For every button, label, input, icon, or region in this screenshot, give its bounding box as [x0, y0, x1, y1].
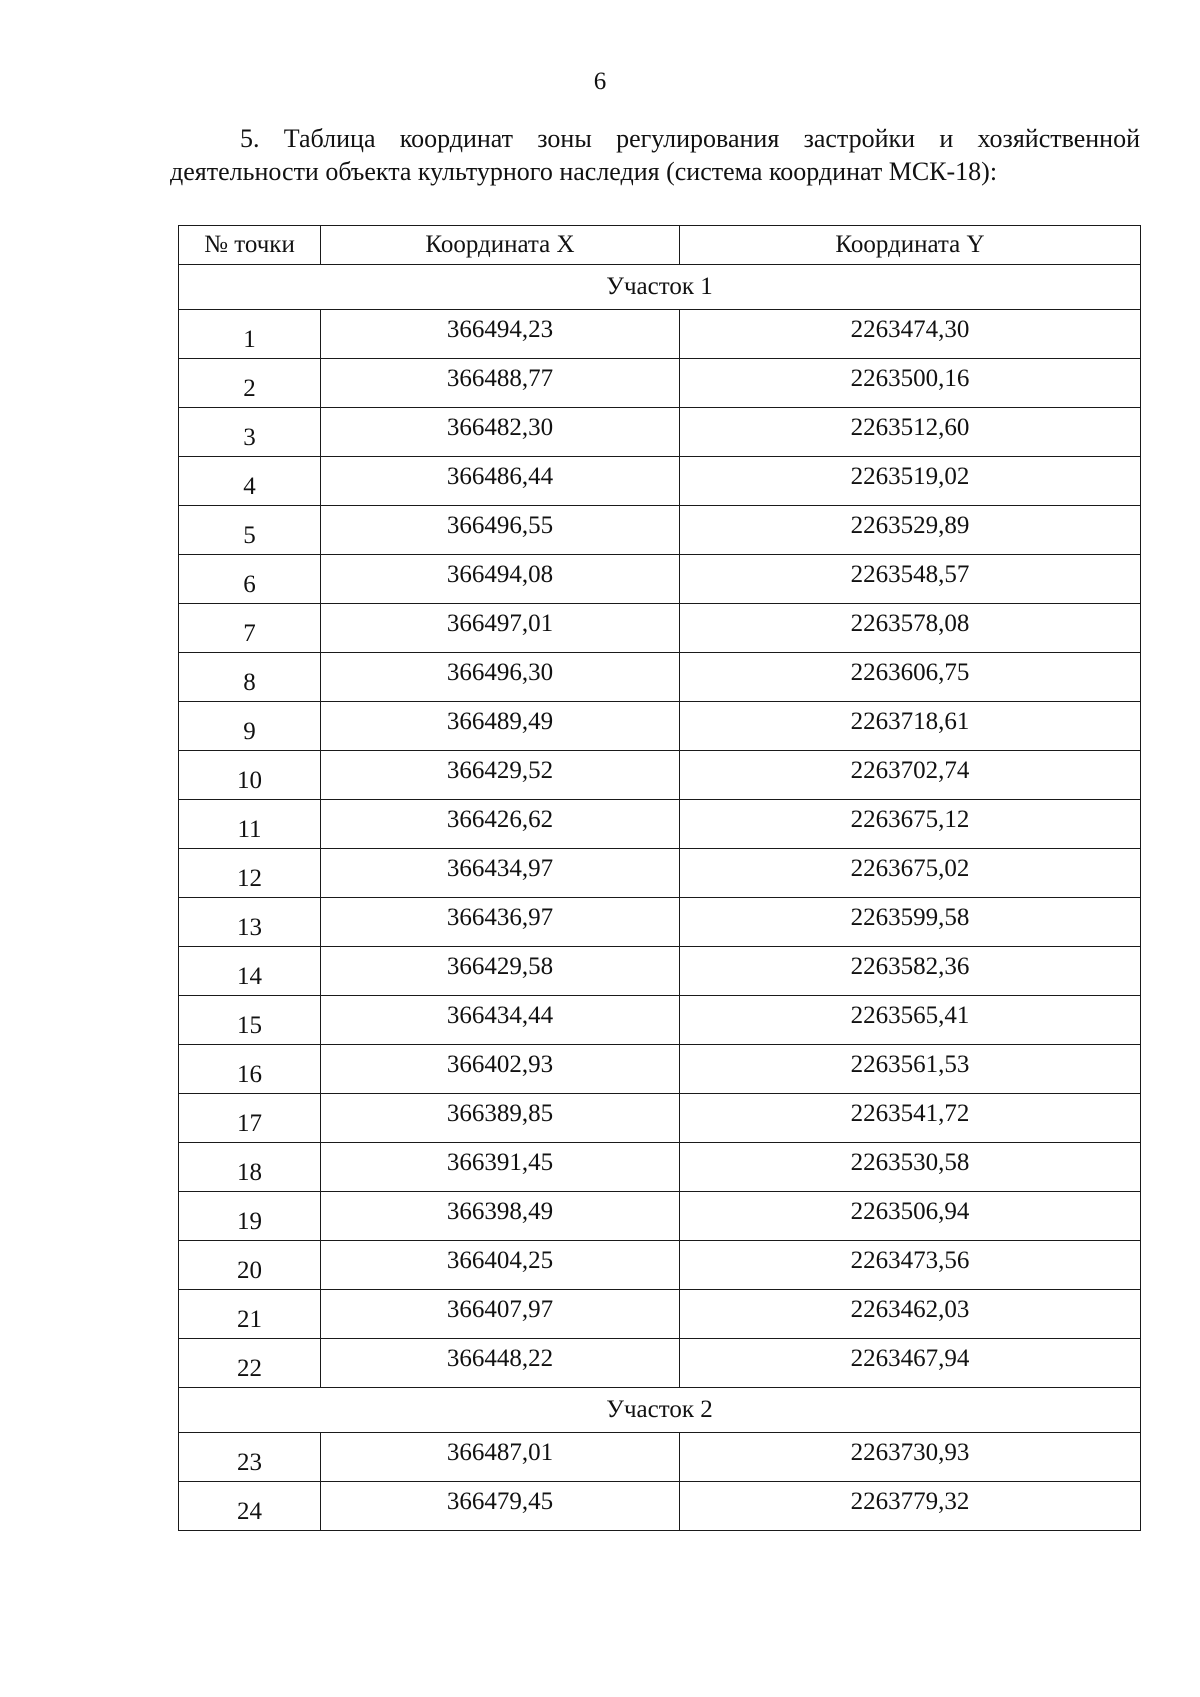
- coordinates-table: [178, 225, 1141, 1531]
- point-number-cell: 18: [179, 1143, 321, 1192]
- table-row: [179, 996, 1141, 1045]
- table-row: [179, 800, 1141, 849]
- coordinate-x-cell: 366436,97: [321, 898, 680, 947]
- coordinate-y-cell: 2263779,32: [680, 1482, 1141, 1531]
- table-row: [179, 1290, 1141, 1339]
- table-row: [179, 359, 1141, 408]
- coordinate-x-cell: 366487,01: [321, 1433, 680, 1482]
- point-number-cell: 24: [179, 1482, 321, 1531]
- table-row: [179, 849, 1141, 898]
- coordinate-y-cell: 2263675,02: [680, 849, 1141, 898]
- point-number-cell: 23: [179, 1433, 321, 1482]
- coordinate-x-cell: 366389,85: [321, 1094, 680, 1143]
- coordinate-y-cell: 2263500,16: [680, 359, 1141, 408]
- coordinate-x-cell: 366429,52: [321, 751, 680, 800]
- table-row: [179, 1433, 1141, 1482]
- table-row: [179, 898, 1141, 947]
- heading-line-1: 5. Таблица координат зоны регулирования застройки и хозяйственной: [240, 124, 1140, 153]
- coordinate-y-cell: 2263561,53: [680, 1045, 1141, 1094]
- coordinate-x-cell: 366448,22: [321, 1339, 680, 1388]
- coordinate-x-cell: 366496,55: [321, 506, 680, 555]
- coordinate-y-cell: 2263599,58: [680, 898, 1141, 947]
- coordinate-y-cell: 2263474,30: [680, 310, 1141, 359]
- table-row: [179, 604, 1141, 653]
- table-row: [179, 1192, 1141, 1241]
- table-row: [179, 947, 1141, 996]
- coordinate-x-cell: 366497,01: [321, 604, 680, 653]
- coordinate-x-cell: 366494,08: [321, 555, 680, 604]
- coordinate-y-cell: 2263578,08: [680, 604, 1141, 653]
- table-heading: [170, 122, 1140, 188]
- point-number-cell: 10: [179, 751, 321, 800]
- coordinate-x-cell: 366434,97: [321, 849, 680, 898]
- coordinate-x-cell: 366434,44: [321, 996, 680, 1045]
- point-number-cell: 21: [179, 1290, 321, 1339]
- table-row: [179, 506, 1141, 555]
- table-row: [179, 555, 1141, 604]
- header-coordinate-x: Координата X: [321, 226, 680, 265]
- coordinate-x-cell: 366482,30: [321, 408, 680, 457]
- coordinate-x-cell: 366407,97: [321, 1290, 680, 1339]
- point-number-cell: 19: [179, 1192, 321, 1241]
- coordinate-x-cell: 366429,58: [321, 947, 680, 996]
- coordinate-x-cell: 366489,49: [321, 702, 680, 751]
- coordinate-y-cell: 2263462,03: [680, 1290, 1141, 1339]
- coordinate-y-cell: 2263519,02: [680, 457, 1141, 506]
- table-row: [179, 1241, 1141, 1290]
- coordinate-x-cell: 366391,45: [321, 1143, 680, 1192]
- coordinate-y-cell: 2263541,72: [680, 1094, 1141, 1143]
- point-number-cell: 3: [179, 408, 321, 457]
- coordinate-y-cell: 2263565,41: [680, 996, 1141, 1045]
- header-coordinate-y: Координата Y: [680, 226, 1141, 265]
- coordinate-x-cell: 366398,49: [321, 1192, 680, 1241]
- point-number-cell: 14: [179, 947, 321, 996]
- coordinate-x-cell: 366488,77: [321, 359, 680, 408]
- coordinate-x-cell: 366426,62: [321, 800, 680, 849]
- coordinate-x-cell: 366402,93: [321, 1045, 680, 1094]
- coordinate-y-cell: 2263718,61: [680, 702, 1141, 751]
- coordinate-y-cell: 2263530,58: [680, 1143, 1141, 1192]
- coordinate-y-cell: 2263675,12: [680, 800, 1141, 849]
- table-row: [179, 751, 1141, 800]
- coordinate-y-cell: 2263467,94: [680, 1339, 1141, 1388]
- point-number-cell: 12: [179, 849, 321, 898]
- point-number-cell: 22: [179, 1339, 321, 1388]
- point-number-cell: 6: [179, 555, 321, 604]
- point-number-cell: 2: [179, 359, 321, 408]
- table-row: [179, 408, 1141, 457]
- section-row: [179, 1388, 1141, 1433]
- coordinate-y-cell: 2263506,94: [680, 1192, 1141, 1241]
- coordinate-y-cell: 2263582,36: [680, 947, 1141, 996]
- coordinate-y-cell: 2263730,93: [680, 1433, 1141, 1482]
- table-row: [179, 1045, 1141, 1094]
- point-number-cell: 1: [179, 310, 321, 359]
- coordinate-x-cell: 366486,44: [321, 457, 680, 506]
- coordinate-y-cell: 2263529,89: [680, 506, 1141, 555]
- table-row: [179, 457, 1141, 506]
- coordinate-x-cell: 366496,30: [321, 653, 680, 702]
- section-title: Участок 2: [179, 1388, 1141, 1433]
- coordinate-y-cell: 2263702,74: [680, 751, 1141, 800]
- table-row: [179, 1339, 1141, 1388]
- table-row: [179, 310, 1141, 359]
- table-row: [179, 1143, 1141, 1192]
- point-number-cell: 11: [179, 800, 321, 849]
- coordinate-y-cell: 2263548,57: [680, 555, 1141, 604]
- point-number-cell: 13: [179, 898, 321, 947]
- coordinate-x-cell: 366494,23: [321, 310, 680, 359]
- table-row: [179, 653, 1141, 702]
- page-number: 6: [593, 68, 607, 95]
- coordinate-x-cell: 366404,25: [321, 1241, 680, 1290]
- coordinate-y-cell: 2263512,60: [680, 408, 1141, 457]
- coordinate-x-cell: 366479,45: [321, 1482, 680, 1531]
- heading-line-2: деятельности объекта культурного наследия (система координат МСК-18):: [170, 157, 998, 186]
- point-number-cell: 8: [179, 653, 321, 702]
- table-row: [179, 702, 1141, 751]
- section-row: [179, 265, 1141, 310]
- section-title: Участок 1: [179, 265, 1141, 310]
- coordinate-y-cell: 2263473,56: [680, 1241, 1141, 1290]
- table-body: [179, 265, 1141, 1531]
- table-row: [179, 1482, 1141, 1531]
- point-number-cell: 16: [179, 1045, 321, 1094]
- point-number-cell: 5: [179, 506, 321, 555]
- point-number-cell: 9: [179, 702, 321, 751]
- point-number-cell: 15: [179, 996, 321, 1045]
- point-number-cell: 7: [179, 604, 321, 653]
- point-number-cell: 4: [179, 457, 321, 506]
- point-number-cell: 17: [179, 1094, 321, 1143]
- coordinate-y-cell: 2263606,75: [680, 653, 1141, 702]
- header-point-number: № точки: [179, 226, 321, 265]
- point-number-cell: 20: [179, 1241, 321, 1290]
- table-header-row: [179, 226, 1141, 265]
- table-row: [179, 1094, 1141, 1143]
